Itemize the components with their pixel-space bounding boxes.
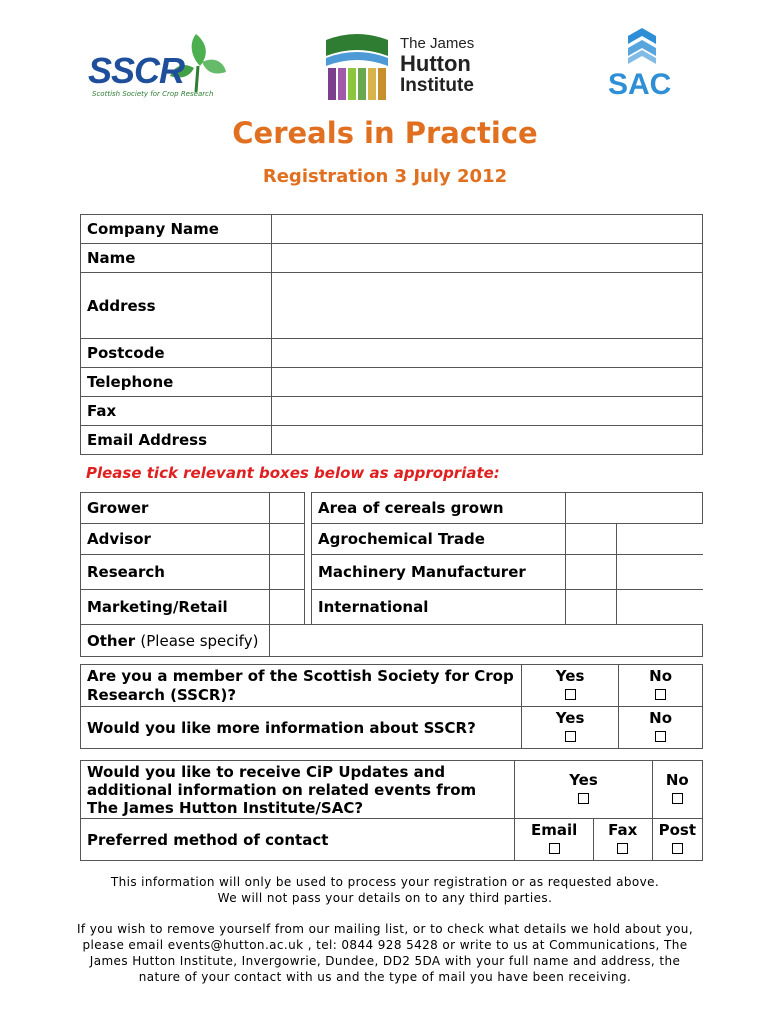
table-row — [81, 555, 703, 590]
mailing-notice — [0, 921, 770, 985]
company-name-label: Company Name — [81, 215, 272, 244]
international-checkbox[interactable] — [566, 590, 703, 625]
checkbox-icon[interactable] — [565, 689, 576, 700]
name-field[interactable] — [272, 244, 703, 273]
no-label: No — [649, 709, 673, 727]
tick-instruction: Please tick relevant boxes below as appropriate: — [86, 464, 500, 482]
sscr-info-yes[interactable] — [522, 707, 619, 749]
checkbox-icon[interactable] — [565, 731, 576, 742]
sscr-table — [80, 664, 703, 749]
hutton-logo — [322, 30, 482, 104]
postcode-label: Postcode — [81, 339, 272, 368]
mailing-line-4: nature of your contact with us and the type of mail you have been receiving. — [138, 970, 632, 984]
research-label: Research — [81, 555, 270, 590]
address-field[interactable] — [272, 273, 703, 339]
category-table — [80, 492, 703, 657]
column-gap — [305, 493, 312, 524]
grower-checkbox[interactable] — [270, 493, 305, 524]
table-row — [81, 665, 703, 707]
hutton-line-1: The James — [400, 35, 475, 52]
yes-label: Yes — [555, 709, 585, 727]
table-row — [81, 368, 703, 397]
sscr-member-yes[interactable] — [522, 665, 619, 707]
sac-wordmark: SAC — [608, 68, 672, 101]
international-label: International — [312, 590, 566, 625]
privacy-notice — [0, 874, 770, 906]
name-label: Name — [81, 244, 272, 273]
fax-option-label: Fax — [608, 821, 638, 839]
agrochemical-checkbox[interactable] — [566, 524, 703, 555]
sscr-member-question: Are you a member of the Scottish Society for Crop Research (SSCR)? — [81, 665, 522, 707]
no-label: No — [665, 771, 689, 789]
checkbox-icon[interactable] — [655, 731, 666, 742]
area-field[interactable] — [566, 493, 703, 524]
table-row — [81, 244, 703, 273]
other-field[interactable] — [270, 625, 703, 657]
contact-post[interactable] — [652, 819, 702, 861]
grower-label: Grower — [81, 493, 270, 524]
sscr-tagline: Scottish Society for Crop Research — [92, 90, 214, 98]
sscr-info-no[interactable] — [619, 707, 703, 749]
other-hint: (Please specify) — [140, 631, 259, 650]
research-checkbox[interactable] — [270, 555, 305, 590]
table-row — [81, 625, 703, 657]
column-gap — [305, 524, 312, 555]
sscr-wordmark: SSCR — [88, 50, 185, 91]
yes-label: Yes — [555, 667, 585, 685]
table-row — [81, 493, 703, 524]
privacy-line-2: We will not pass your details on to any third parties. — [217, 891, 553, 905]
advisor-label: Advisor — [81, 524, 270, 555]
email-field[interactable] — [272, 426, 703, 455]
other-label-text: Other — [87, 631, 136, 650]
telephone-field[interactable] — [272, 368, 703, 397]
email-label: Email Address — [81, 426, 272, 455]
table-row — [81, 819, 703, 861]
checkbox-icon[interactable] — [672, 793, 683, 804]
postcode-field[interactable] — [272, 339, 703, 368]
company-name-field[interactable] — [272, 215, 703, 244]
checkbox-icon[interactable] — [549, 843, 560, 854]
sac-emblem-icon — [622, 28, 662, 68]
checkbox-icon[interactable] — [578, 793, 589, 804]
area-label: Area of cereals grown — [312, 493, 566, 524]
table-row — [81, 339, 703, 368]
updates-yes[interactable] — [515, 761, 652, 819]
updates-question: Would you like to receive CiP Updates and additional information on related events from The James Hutton Institute/SAC? — [81, 761, 515, 819]
table-row — [81, 761, 703, 819]
mailing-line-3: James Hutton Institute, Invergowrie, Dundee, DD2 5DA with your full name and address, the — [89, 954, 681, 968]
hutton-wordmark — [400, 36, 474, 95]
sscr-info-question: Would you like more information about SSCR? — [81, 707, 522, 749]
hutton-emblem-icon — [322, 30, 392, 102]
contact-method-label: Preferred method of contact — [81, 819, 515, 861]
table-row — [81, 273, 703, 339]
details-table — [80, 214, 703, 455]
hutton-line-2: Hutton — [400, 51, 471, 76]
contact-fax[interactable] — [593, 819, 652, 861]
mailing-line-1: If you wish to remove yourself from our mailing list, or to check what details we hold about you, — [76, 922, 694, 936]
privacy-line-1: This information will only be used to process your registration or as requested above. — [110, 875, 660, 889]
contact-email[interactable] — [515, 819, 594, 861]
fax-label: Fax — [81, 397, 272, 426]
table-row — [81, 590, 703, 625]
sac-logo — [608, 28, 678, 102]
machinery-checkbox[interactable] — [566, 555, 703, 590]
table-row — [81, 524, 703, 555]
marketing-checkbox[interactable] — [270, 590, 305, 625]
updates-no[interactable] — [652, 761, 702, 819]
checkbox-icon[interactable] — [617, 843, 628, 854]
table-row — [81, 397, 703, 426]
table-row — [81, 707, 703, 749]
agrochemical-label: Agrochemical Trade — [312, 524, 566, 555]
logo-bar — [0, 24, 770, 104]
sscr-logo — [88, 32, 228, 104]
mailing-line-2: please email events@hutton.ac.uk , tel: 0844 928 5428 or write to us at Communications, The — [82, 938, 688, 952]
post-option-label: Post — [658, 821, 696, 839]
updates-table — [80, 760, 703, 861]
marketing-label: Marketing/Retail — [81, 590, 270, 625]
sscr-member-no[interactable] — [619, 665, 703, 707]
page-subtitle: Registration 3 July 2012 — [262, 166, 508, 187]
fax-field[interactable] — [272, 397, 703, 426]
machinery-label: Machinery Manufacturer — [312, 555, 566, 590]
email-option-label: Email — [531, 821, 578, 839]
address-label: Address — [81, 273, 272, 339]
hutton-line-3: Institute — [400, 75, 474, 96]
table-row — [81, 426, 703, 455]
column-gap — [305, 590, 312, 625]
checkbox-icon[interactable] — [655, 689, 666, 700]
yes-label: Yes — [569, 771, 598, 789]
column-gap — [305, 555, 312, 590]
no-label: No — [649, 667, 673, 685]
page-title: Cereals in Practice — [232, 116, 538, 150]
checkbox-icon[interactable] — [672, 843, 683, 854]
other-label — [81, 625, 270, 657]
table-row — [81, 215, 703, 244]
telephone-label: Telephone — [81, 368, 272, 397]
advisor-checkbox[interactable] — [270, 524, 305, 555]
